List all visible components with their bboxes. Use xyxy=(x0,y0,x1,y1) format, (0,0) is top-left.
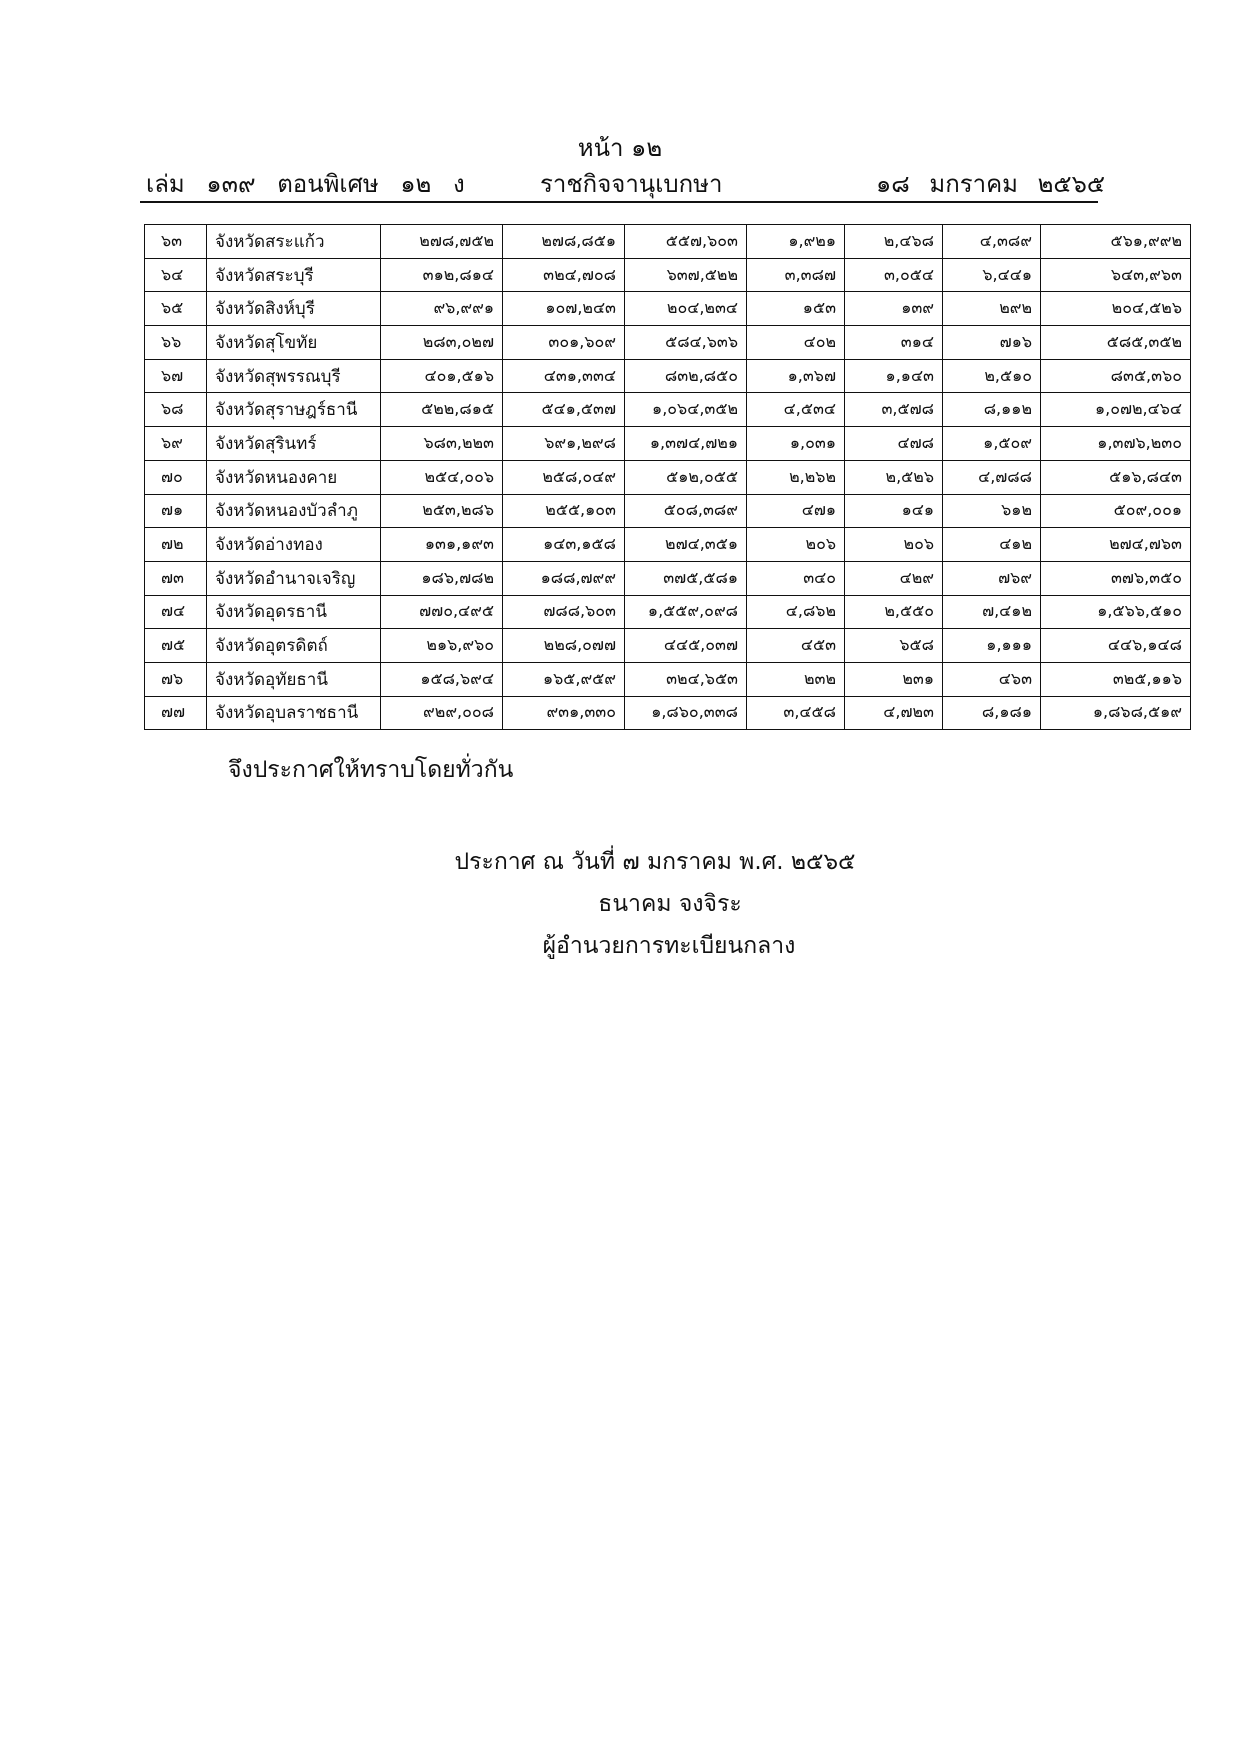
value-cell: ๔๔๖,๑๔๘ xyxy=(1041,629,1191,663)
announcement-date: ประกาศ ณ วันที่ ๗ มกราคม พ.ศ. ๒๕๖๕ xyxy=(454,849,856,875)
value-cell: ๕๔๑,๕๓๗ xyxy=(503,393,625,427)
value-cell: ๗๗๐,๔๙๕ xyxy=(381,595,503,629)
value-cell: ๗๘๘,๖๐๓ xyxy=(503,595,625,629)
value-cell: ๑,๐๗๒,๔๖๔ xyxy=(1041,393,1191,427)
value-cell: ๓๐๑,๖๐๙ xyxy=(503,326,625,360)
value-cell: ๔๕๓ xyxy=(747,629,845,663)
value-cell: ๑,๙๒๑ xyxy=(747,225,845,259)
value-cell: ๖๔๓,๙๖๓ xyxy=(1041,258,1191,292)
province-cell: จังหวัดสระบุรี xyxy=(207,258,381,292)
table-row xyxy=(145,528,1191,562)
row-number-cell: ๗๒ xyxy=(145,528,207,562)
value-cell: ๔,๓๘๙ xyxy=(943,225,1041,259)
value-cell: ๑๓๙ xyxy=(845,292,943,326)
row-number-cell: ๖๗ xyxy=(145,359,207,393)
value-cell: ๑,๘๖๐,๓๓๘ xyxy=(625,696,747,730)
value-cell: ๑,๕๕๙,๐๙๘ xyxy=(625,595,747,629)
value-cell: ๔๐๑,๕๑๖ xyxy=(381,359,503,393)
value-cell: ๑๕๓ xyxy=(747,292,845,326)
value-cell: ๒๐๔,๕๒๖ xyxy=(1041,292,1191,326)
table-row xyxy=(145,225,1191,259)
value-cell: ๑,๓๗๔,๗๒๑ xyxy=(625,427,747,461)
value-cell: ๔,๕๓๔ xyxy=(747,393,845,427)
value-cell: ๑,๕๐๙ xyxy=(943,427,1041,461)
value-cell: ๔,๗๒๓ xyxy=(845,696,943,730)
page-number: หน้า ๑๒ xyxy=(577,134,663,162)
province-cell: จังหวัดสุโขทัย xyxy=(207,326,381,360)
province-cell: จังหวัดอุทัยธานี xyxy=(207,662,381,696)
value-cell: ๓,๐๕๔ xyxy=(845,258,943,292)
value-cell: ๑,๑๔๓ xyxy=(845,359,943,393)
province-cell: จังหวัดอำนาจเจริญ xyxy=(207,561,381,595)
value-cell: ๒๘๓,๐๒๗ xyxy=(381,326,503,360)
value-cell: ๓,๕๗๘ xyxy=(845,393,943,427)
gazette-name: ราชกิจจานุเบกษา xyxy=(540,170,723,198)
table-row xyxy=(145,494,1191,528)
province-cell: จังหวัดสิงห์บุรี xyxy=(207,292,381,326)
province-cell: จังหวัดหนองคาย xyxy=(207,460,381,494)
table-row xyxy=(145,696,1191,730)
table-row xyxy=(145,393,1191,427)
value-cell: ๓๒๕,๑๑๖ xyxy=(1041,662,1191,696)
value-cell: ๒,๕๒๖ xyxy=(845,460,943,494)
value-cell: ๒๕๔,๐๐๖ xyxy=(381,460,503,494)
value-cell: ๑๕๘,๖๙๔ xyxy=(381,662,503,696)
province-cell: จังหวัดหนองบัวลำภู xyxy=(207,494,381,528)
value-cell: ๕๘๔,๖๓๖ xyxy=(625,326,747,360)
province-cell: จังหวัดอ่างทอง xyxy=(207,528,381,562)
value-cell: ๑,๕๖๖,๕๑๐ xyxy=(1041,595,1191,629)
value-cell: ๒๗๘,๘๕๑ xyxy=(503,225,625,259)
value-cell: ๕๖๑,๙๙๒ xyxy=(1041,225,1191,259)
signatory-name: ธนาคม จงจิระ xyxy=(598,891,742,917)
value-cell: ๔,๗๘๘ xyxy=(943,460,1041,494)
value-cell: ๘,๑๑๒ xyxy=(943,393,1041,427)
province-cell: จังหวัดสุราษฎร์ธานี xyxy=(207,393,381,427)
row-number-cell: ๖๔ xyxy=(145,258,207,292)
province-cell: จังหวัดสุรินทร์ xyxy=(207,427,381,461)
value-cell: ๕๒๒,๘๑๕ xyxy=(381,393,503,427)
row-number-cell: ๖๕ xyxy=(145,292,207,326)
value-cell: ๓๑๒,๘๑๔ xyxy=(381,258,503,292)
value-cell: ๓,๓๘๗ xyxy=(747,258,845,292)
notice-text: จึงประกาศให้ทราบโดยทั่วกัน xyxy=(228,757,514,783)
value-cell: ๒๗๔,๓๕๑ xyxy=(625,528,747,562)
value-cell: ๗๖๙ xyxy=(943,561,1041,595)
province-cell: จังหวัดสุพรรณบุรี xyxy=(207,359,381,393)
table-row xyxy=(145,629,1191,663)
table-row xyxy=(145,359,1191,393)
value-cell: ๑,๘๖๘,๕๑๙ xyxy=(1041,696,1191,730)
value-cell: ๒,๕๕๐ xyxy=(845,595,943,629)
value-cell: ๕๑๒,๐๕๕ xyxy=(625,460,747,494)
value-cell: ๖๕๘ xyxy=(845,629,943,663)
value-cell: ๔๖๓ xyxy=(943,662,1041,696)
value-cell: ๑๖๕,๙๕๙ xyxy=(503,662,625,696)
value-cell: ๕๐๙,๐๐๑ xyxy=(1041,494,1191,528)
value-cell: ๔๑๒ xyxy=(943,528,1041,562)
publication-date: ๑๘ มกราคม ๒๕๖๕ xyxy=(876,170,1105,198)
value-cell: ๖๘๓,๒๒๓ xyxy=(381,427,503,461)
value-cell: ๒๐๔,๒๓๔ xyxy=(625,292,747,326)
value-cell: ๑๘๘,๗๙๙ xyxy=(503,561,625,595)
value-cell: ๑๓๑,๑๙๓ xyxy=(381,528,503,562)
value-cell: ๓,๔๕๘ xyxy=(747,696,845,730)
value-cell: ๒๓๒ xyxy=(747,662,845,696)
value-cell: ๔๔๕,๐๓๗ xyxy=(625,629,747,663)
value-cell: ๒๒๘,๐๗๗ xyxy=(503,629,625,663)
row-number-cell: ๖๙ xyxy=(145,427,207,461)
value-cell: ๓๗๖,๓๕๐ xyxy=(1041,561,1191,595)
value-cell: ๔๓๑,๓๓๔ xyxy=(503,359,625,393)
header-rule xyxy=(140,201,1098,203)
value-cell: ๑๔๓,๑๕๘ xyxy=(503,528,625,562)
value-cell: ๑๘๖,๗๘๒ xyxy=(381,561,503,595)
row-number-cell: ๖๓ xyxy=(145,225,207,259)
value-cell: ๑,๐๖๔,๓๕๒ xyxy=(625,393,747,427)
value-cell: ๓๔๐ xyxy=(747,561,845,595)
province-cell: จังหวัดอุดรธานี xyxy=(207,595,381,629)
value-cell: ๒๕๘,๐๔๙ xyxy=(503,460,625,494)
value-cell: ๒๓๑ xyxy=(845,662,943,696)
value-cell: ๔๐๒ xyxy=(747,326,845,360)
table-row xyxy=(145,595,1191,629)
value-cell: ๘,๑๘๑ xyxy=(943,696,1041,730)
population-table xyxy=(144,224,1191,730)
value-cell: ๗๑๖ xyxy=(943,326,1041,360)
value-cell: ๒๐๖ xyxy=(845,528,943,562)
row-number-cell: ๗๖ xyxy=(145,662,207,696)
value-cell: ๖๑๒ xyxy=(943,494,1041,528)
value-cell: ๕๐๘,๓๘๙ xyxy=(625,494,747,528)
row-number-cell: ๗๔ xyxy=(145,595,207,629)
value-cell: ๗,๔๑๒ xyxy=(943,595,1041,629)
row-number-cell: ๗๓ xyxy=(145,561,207,595)
value-cell: ๒๙๒ xyxy=(943,292,1041,326)
province-cell: จังหวัดอุตรดิตถ์ xyxy=(207,629,381,663)
value-cell: ๕๘๕,๓๕๒ xyxy=(1041,326,1191,360)
value-cell: ๓๗๕,๕๘๑ xyxy=(625,561,747,595)
value-cell: ๙๒๙,๐๐๘ xyxy=(381,696,503,730)
value-cell: ๑,๓๖๗ xyxy=(747,359,845,393)
value-cell: ๙๓๑,๓๓๐ xyxy=(503,696,625,730)
value-cell: ๔๒๙ xyxy=(845,561,943,595)
value-cell: ๔,๘๖๒ xyxy=(747,595,845,629)
value-cell: ๒,๔๖๘ xyxy=(845,225,943,259)
value-cell: ๑๐๗,๒๔๓ xyxy=(503,292,625,326)
row-number-cell: ๗๕ xyxy=(145,629,207,663)
value-cell: ๔๗๑ xyxy=(747,494,845,528)
value-cell: ๑๔๑ xyxy=(845,494,943,528)
value-cell: ๒,๕๑๐ xyxy=(943,359,1041,393)
row-number-cell: ๗๐ xyxy=(145,460,207,494)
value-cell: ๓๒๔,๗๐๘ xyxy=(503,258,625,292)
value-cell: ๕๕๗,๖๐๓ xyxy=(625,225,747,259)
table-row xyxy=(145,326,1191,360)
province-cell: จังหวัดอุบลราชธานี xyxy=(207,696,381,730)
value-cell: ๒๑๖,๙๖๐ xyxy=(381,629,503,663)
table-row xyxy=(145,292,1191,326)
value-cell: ๒,๒๖๒ xyxy=(747,460,845,494)
signatory-title: ผู้อำนวยการทะเบียนกลาง xyxy=(542,933,796,959)
value-cell: ๒๕๓,๒๘๖ xyxy=(381,494,503,528)
value-cell: ๔๗๘ xyxy=(845,427,943,461)
table-row xyxy=(145,460,1191,494)
table-body xyxy=(145,225,1191,730)
value-cell: ๖๙๑,๒๙๘ xyxy=(503,427,625,461)
value-cell: ๒๗๘,๗๕๒ xyxy=(381,225,503,259)
value-cell: ๕๑๖,๘๔๓ xyxy=(1041,460,1191,494)
table-row xyxy=(145,427,1191,461)
province-cell: จังหวัดสระแก้ว xyxy=(207,225,381,259)
value-cell: ๘๓๕,๓๖๐ xyxy=(1041,359,1191,393)
value-cell: ๖,๔๔๑ xyxy=(943,258,1041,292)
value-cell: ๓๑๔ xyxy=(845,326,943,360)
value-cell: ๒๐๖ xyxy=(747,528,845,562)
table-row xyxy=(145,258,1191,292)
value-cell: ๘๓๒,๘๕๐ xyxy=(625,359,747,393)
value-cell: ๒๕๕,๑๐๓ xyxy=(503,494,625,528)
value-cell: ๓๒๔,๖๕๓ xyxy=(625,662,747,696)
value-cell: ๒๗๔,๗๖๓ xyxy=(1041,528,1191,562)
value-cell: ๑,๓๗๖,๒๓๐ xyxy=(1041,427,1191,461)
row-number-cell: ๗๗ xyxy=(145,696,207,730)
table-row xyxy=(145,561,1191,595)
table-row xyxy=(145,662,1191,696)
volume-issue: เล่ม ๑๓๙ ตอนพิเศษ ๑๒ ง xyxy=(146,170,465,198)
row-number-cell: ๖๘ xyxy=(145,393,207,427)
row-number-cell: ๗๑ xyxy=(145,494,207,528)
row-number-cell: ๖๖ xyxy=(145,326,207,360)
value-cell: ๑,๐๓๑ xyxy=(747,427,845,461)
value-cell: ๑,๑๑๑ xyxy=(943,629,1041,663)
value-cell: ๖๓๗,๕๒๒ xyxy=(625,258,747,292)
value-cell: ๙๖,๙๙๑ xyxy=(381,292,503,326)
